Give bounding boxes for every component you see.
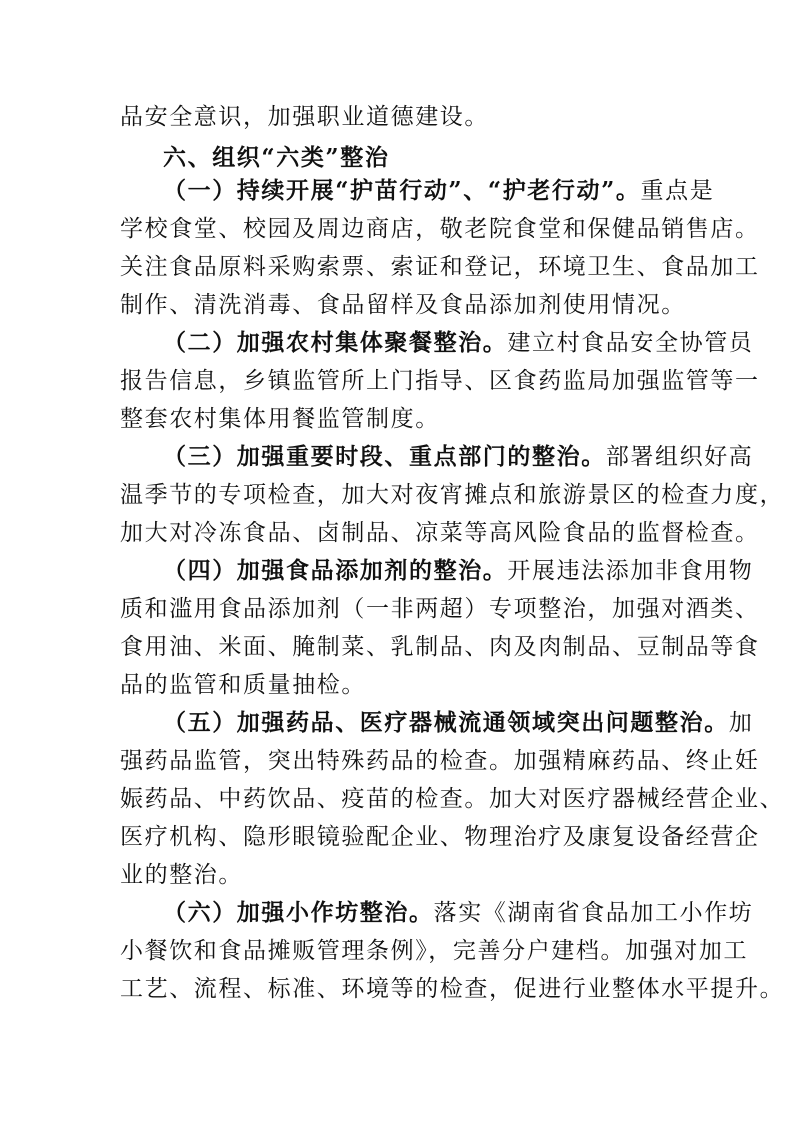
text-line: 强药品监管，突出特殊药品的检查。加强精麻药品、终止妊 — [120, 748, 760, 774]
text-line: 制作、清洗消毒、食品留样及食品添加剂使用情况。 — [120, 292, 686, 318]
text-line: 报告信息，乡镇监管所上门指导、区食药监局加强监管等一 — [120, 368, 760, 394]
text-line: 整套农村集体用餐监管制度。 — [120, 406, 440, 432]
text-span: 重点是 — [640, 178, 715, 204]
text-line — [120, 102, 489, 132]
paragraph-2-first-line — [163, 328, 753, 358]
text-line: 关注食品原料采购索票、索证和登记，环境卫生、食品加工 — [120, 254, 760, 280]
paragraph-6-title: （六）加强小作坊整治。 — [163, 899, 434, 926]
paragraph-1-title: （一）持续开展“护苗行动”、“护老行动”。 — [163, 177, 641, 204]
text-line: 温季节的专项检查，加大对夜宵摊点和旅游景区的检查力度， — [120, 482, 785, 508]
text-line: 工艺、流程、标准、环境等的检查，促进行业整体水平提升。 — [120, 976, 785, 1002]
paragraph-4-title: （四）加强食品添加剂的整治。 — [163, 557, 508, 584]
paragraph-5-title: （五）加强药品、医疗器械流通领域突出问题整治。 — [163, 709, 729, 736]
text-line: 业的整治。 — [120, 862, 243, 888]
text-line: 食用油、米面、腌制菜、乳制品、肉及肉制品、豆制品等食 — [120, 634, 760, 660]
section-heading: 六、组织“六类”整治 — [163, 144, 390, 171]
paragraph-3-first-line — [163, 442, 753, 472]
text-span: 部署组织好高 — [605, 444, 754, 470]
text-span: 建立村食品安全协管员 — [507, 330, 754, 356]
text-span: 加 — [728, 710, 754, 736]
text-line: 质和滥用食品添加剂（一非两超）专项整治，加强对酒类、 — [120, 596, 760, 622]
text-span: 品安全意识，加强职业道德建设。 — [120, 104, 489, 130]
text-line: 品的监管和质量抽检。 — [120, 672, 366, 698]
paragraph-1-first-line — [163, 176, 714, 206]
text-line: 加大对冷冻食品、卤制品、凉菜等高风险食品的监督检查。 — [120, 520, 760, 546]
paragraph-2-title: （二）加强农村集体聚餐整治。 — [163, 329, 508, 356]
text-line: 学校食堂、校园及周边商店，敬老院食堂和保健品销售店。 — [120, 216, 760, 242]
paragraph-4-first-line — [163, 556, 753, 586]
text-line: 小餐饮和食品摊贩管理条例》，完善分户建档。加强对加工 — [120, 938, 749, 964]
text-span: 开展违法添加非食用物 — [507, 558, 754, 584]
text-span: 落实《湖南省食品加工小作坊 — [433, 900, 754, 926]
text-line: 娠药品、中药饮品、疫苗的检查。加大对医疗器械经营企业、 — [120, 786, 785, 812]
text-line: 医疗机构、隐形眼镜验配企业、物理治疗及康复设备经营企 — [120, 824, 760, 850]
paragraph-3-title: （三）加强重要时段、重点部门的整治。 — [163, 443, 606, 470]
paragraph-5-first-line — [163, 708, 753, 738]
paragraph-6-first-line — [163, 898, 753, 928]
